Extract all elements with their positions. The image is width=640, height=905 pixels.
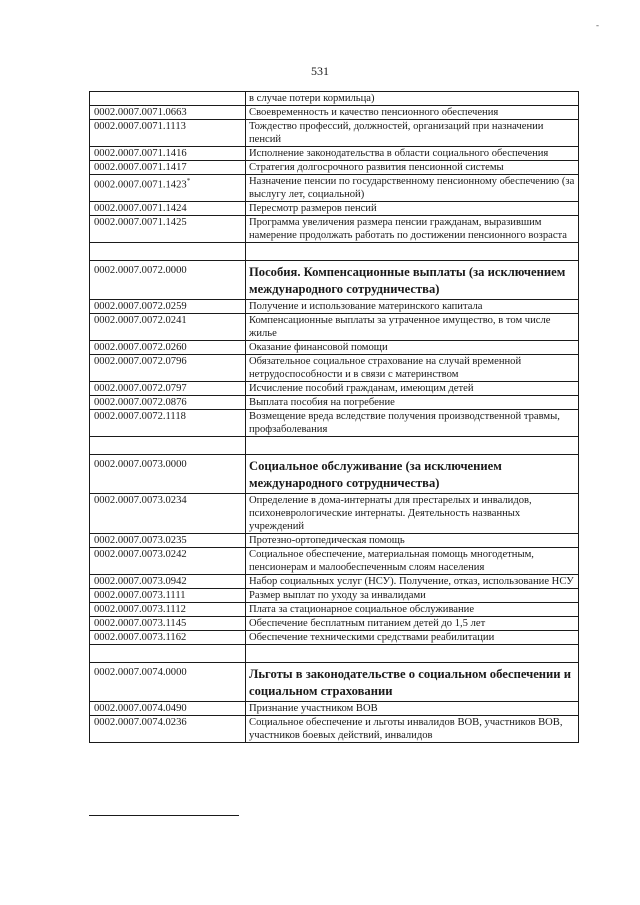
code-value: 0002.0007.0073.0242: [94, 549, 187, 560]
row-description: Компенсационные выплаты за утраченное имущество, в том числе жилье: [246, 314, 579, 341]
spacer-cell: [90, 645, 246, 663]
row-code: [90, 161, 246, 175]
table-row: [90, 617, 579, 631]
code-value: 0002.0007.0073.0234: [94, 495, 187, 506]
table-row: [90, 534, 579, 548]
row-code: [90, 494, 246, 534]
code-value: 0002.0007.0071.1425: [94, 217, 187, 228]
code-value: 0002.0007.0071.0663: [94, 107, 187, 118]
row-code: [90, 300, 246, 314]
code-value: 0002.0007.0071.1424: [94, 203, 187, 214]
code-value: 0002.0007.0072.1118: [94, 411, 186, 422]
row-description: Исчисление пособий гражданам, имеющим детей: [246, 382, 579, 396]
code-value: 0002.0007.0072.0259: [94, 301, 187, 312]
table-row: [90, 106, 579, 120]
table-row: [90, 314, 579, 341]
row-description: Признание участником ВОВ: [246, 702, 579, 716]
table-row: [90, 716, 579, 743]
row-code: [90, 617, 246, 631]
code-value: 0002.0007.0073.1111: [94, 590, 186, 601]
spacer-cell: [90, 437, 246, 455]
table-row: [90, 396, 579, 410]
row-code: [90, 106, 246, 120]
code-value: 0002.0007.0071.1113: [94, 121, 186, 132]
row-description: Исполнение законодательства в области социального обеспечения: [246, 147, 579, 161]
code-value: 0002.0007.0073.1112: [94, 604, 186, 615]
row-description: Тождество профессий, должностей, организаций при назначении пенсий: [246, 120, 579, 147]
table-row: [90, 175, 579, 202]
table-row: [90, 382, 579, 396]
table-row: [90, 341, 579, 355]
code-value: 0002.0007.0074.0236: [94, 717, 187, 728]
footnote-marker: *: [186, 177, 191, 185]
row-description: Возмещение вреда вследствие получения производственной травмы, профзаболевания: [246, 410, 579, 437]
spacer-cell: [246, 243, 579, 261]
page-number: 531: [311, 64, 329, 78]
code-value: 0002.0007.0072.0797: [94, 383, 187, 394]
row-code: [90, 455, 246, 494]
code-value: 0002.0007.0072.0241: [94, 315, 187, 326]
row-description: Оказание финансовой помощи: [246, 341, 579, 355]
code-value: 0002.0007.0073.1162: [94, 632, 187, 643]
code-value: 0002.0007.0074.0000: [94, 667, 187, 678]
section-title: Пособия. Компенсационные выплаты (за исключением международного сотрудничества): [246, 261, 579, 300]
row-code: [90, 382, 246, 396]
code-value: 0002.0007.0074.0490: [94, 703, 187, 714]
row-description: Обязательное социальное страхование на случай временной нетрудоспособности и в связи с материнством: [246, 355, 579, 382]
row-description: Набор социальных услуг (НСУ). Получение, отказ, использование НСУ: [246, 575, 579, 589]
table-row: [90, 410, 579, 437]
code-value: 0002.0007.0071.1416: [94, 148, 187, 159]
section-row: [90, 261, 579, 300]
corner-mark: -: [596, 20, 599, 30]
table-row: [90, 494, 579, 534]
section-title: Льготы в законодательстве о социальном обеспечении и социальном страховании: [246, 663, 579, 702]
code-value: 0002.0007.0072.0000: [94, 265, 187, 276]
code-value: 0002.0007.0071.1417: [94, 162, 187, 173]
row-code: [90, 410, 246, 437]
table-row: [90, 355, 579, 382]
row-code: [90, 663, 246, 702]
code-value: 0002.0007.0072.0876: [94, 397, 187, 408]
row-description: Социальное обеспечение и льготы инвалидов ВОВ, участников ВОВ, участников боевых действий, инвалидов: [246, 716, 579, 743]
row-description: Определение в дома-интернаты для престарелых и инвалидов, психоневрологические интернаты. Деятельность названных учреждений: [246, 494, 579, 534]
code-value: 0002.0007.0073.0000: [94, 459, 187, 470]
footnote-rule: [89, 815, 239, 816]
table-row: [90, 575, 579, 589]
table-row: [90, 702, 579, 716]
row-description: Размер выплат по уходу за инвалидами: [246, 589, 579, 603]
row-description: Получение и использование материнского капитала: [246, 300, 579, 314]
row-code: [90, 147, 246, 161]
table-row: [90, 300, 579, 314]
row-code: [90, 548, 246, 575]
row-code: [90, 355, 246, 382]
table-row: [90, 92, 579, 106]
table-row: [90, 202, 579, 216]
row-code: [90, 631, 246, 645]
row-description: Своевременность и качество пенсионного обеспечения: [246, 106, 579, 120]
table-row: [90, 548, 579, 575]
row-description: Социальное обеспечение, материальная помощь многодетным, пенсионерам и малообеспеченным слоям населения: [246, 548, 579, 575]
row-code: [90, 341, 246, 355]
table-row: [90, 603, 579, 617]
row-code: [90, 202, 246, 216]
classifier-table: [89, 91, 579, 743]
table-row: [90, 161, 579, 175]
row-description: Протезно-ортопедическая помощь: [246, 534, 579, 548]
row-description: Выплата пособия на погребение: [246, 396, 579, 410]
row-code: [90, 261, 246, 300]
spacer-cell: [246, 437, 579, 455]
section-row: [90, 663, 579, 702]
row-description: в случае потери кормильца): [246, 92, 579, 106]
table-row: [90, 631, 579, 645]
code-value: 0002.0007.0071.1423: [94, 179, 187, 191]
row-code: [90, 589, 246, 603]
spacer-row: [90, 645, 579, 663]
code-value: 0002.0007.0073.0942: [94, 576, 187, 587]
table-row: [90, 589, 579, 603]
table-row: [90, 120, 579, 147]
row-description: Обеспечение техническими средствами реабилитации: [246, 631, 579, 645]
row-code: [90, 603, 246, 617]
table-row: [90, 216, 579, 243]
row-code: [90, 120, 246, 147]
row-code: [90, 534, 246, 548]
row-description: Обеспечение бесплатным питанием детей до 1,5 лет: [246, 617, 579, 631]
row-description: Плата за стационарное социальное обслуживание: [246, 603, 579, 617]
row-code: [90, 314, 246, 341]
row-code: [90, 175, 246, 202]
row-code: [90, 702, 246, 716]
row-code: [90, 396, 246, 410]
spacer-row: [90, 437, 579, 455]
section-title: Социальное обслуживание (за исключением международного сотрудничества): [246, 455, 579, 494]
classifier-table-body: [90, 92, 579, 743]
spacer-cell: [90, 243, 246, 261]
row-code: [90, 575, 246, 589]
code-value: 0002.0007.0072.0260: [94, 342, 187, 353]
row-description: Назначение пенсии по государственному пенсионному обеспечению (за выслугу лет, социальной): [246, 175, 579, 202]
row-description: Стратегия долгосрочного развития пенсионной системы: [246, 161, 579, 175]
row-code: [90, 716, 246, 743]
spacer-row: [90, 243, 579, 261]
table-row: [90, 147, 579, 161]
section-row: [90, 455, 579, 494]
row-description: Программа увеличения размера пенсии гражданам, выразившим намерение продолжать работать по достижении пенсионного возраста: [246, 216, 579, 243]
row-description: Пересмотр размеров пенсий: [246, 202, 579, 216]
spacer-cell: [246, 645, 579, 663]
code-value: 0002.0007.0073.1145: [94, 618, 187, 629]
row-code: [90, 92, 246, 106]
code-value: 0002.0007.0072.0796: [94, 356, 187, 367]
code-value: 0002.0007.0073.0235: [94, 535, 187, 546]
row-code: [90, 216, 246, 243]
